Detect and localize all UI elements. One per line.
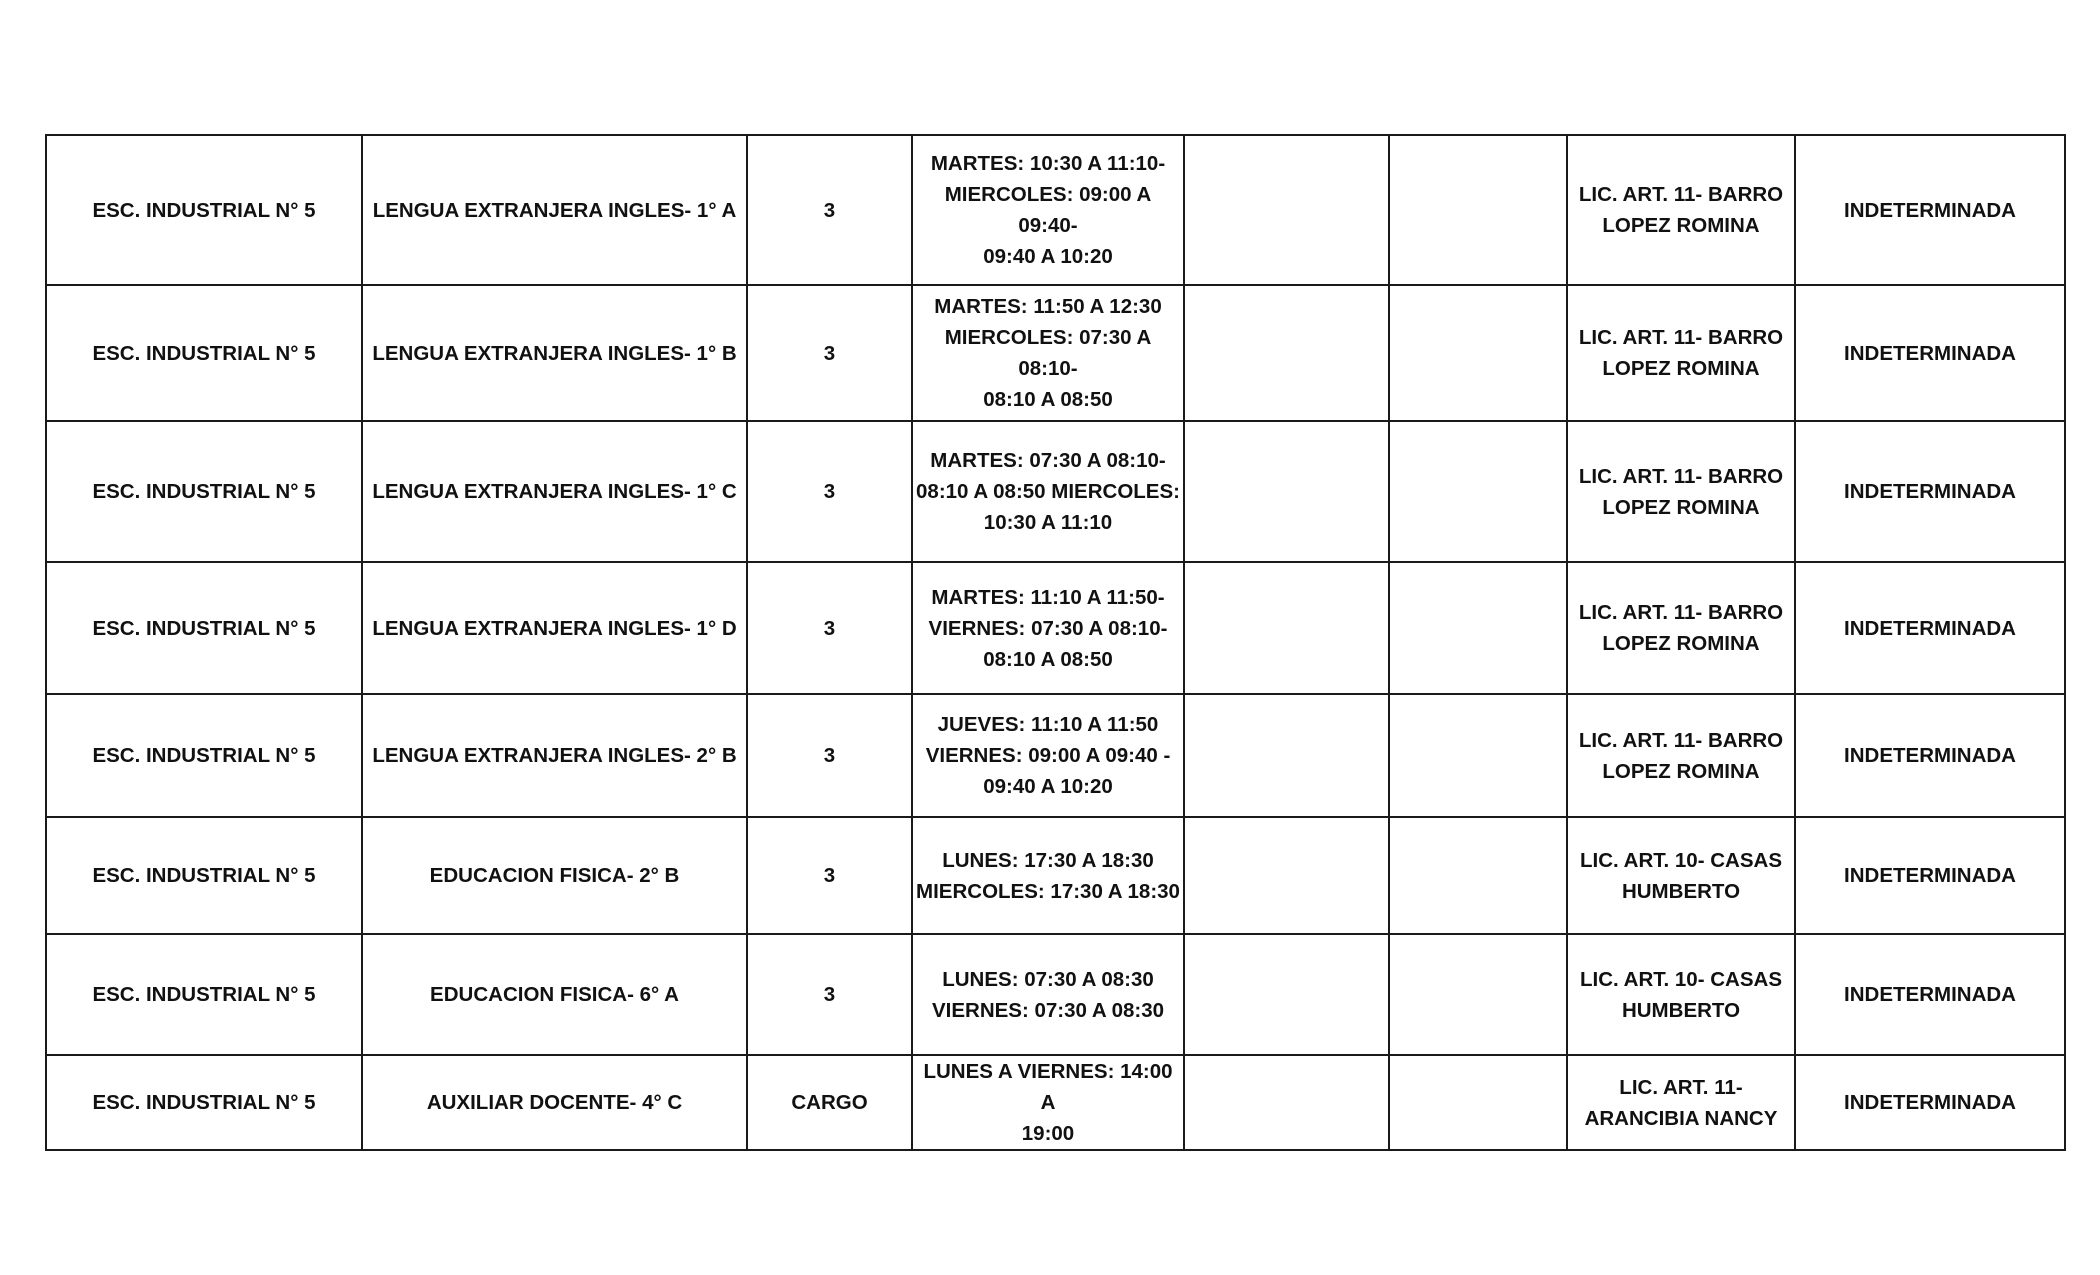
hours-cell: CARGO (747, 1055, 912, 1150)
hours-cell: 3 (747, 135, 912, 285)
subject-cell: LENGUA EXTRANJERA INGLES- 1° B (362, 285, 747, 421)
schedule-cell: LUNES: 07:30 A 08:30 VIERNES: 07:30 A 08:30 (912, 934, 1184, 1055)
empty-cell (1184, 562, 1389, 694)
schedule-cell: JUEVES: 11:10 A 11:50 VIERNES: 09:00 A 09:40 - 09:40 A 10:20 (912, 694, 1184, 817)
schedule-cell: MARTES: 11:50 A 12:30 MIERCOLES: 07:30 A 08:10- 08:10 A 08:50 (912, 285, 1184, 421)
subject-cell: LENGUA EXTRANJERA INGLES- 1° A (362, 135, 747, 285)
empty-cell (1184, 1055, 1389, 1150)
subject-cell: EDUCACION FISICA- 6° A (362, 934, 747, 1055)
reason-cell: LIC. ART. 11- BARRO LOPEZ ROMINA (1567, 285, 1795, 421)
duration-cell: INDETERMINADA (1795, 934, 2065, 1055)
duration-cell: INDETERMINADA (1795, 421, 2065, 562)
subject-cell: AUXILIAR DOCENTE- 4° C (362, 1055, 747, 1150)
subject-cell: LENGUA EXTRANJERA INGLES- 2° B (362, 694, 747, 817)
school-cell: ESC. INDUSTRIAL N° 5 (46, 934, 362, 1055)
empty-cell (1184, 285, 1389, 421)
table-row (46, 285, 2065, 421)
empty-cell (1184, 135, 1389, 285)
hours-cell: 3 (747, 817, 912, 934)
hours-cell: 3 (747, 421, 912, 562)
hours-cell: 3 (747, 285, 912, 421)
hours-cell: 3 (747, 934, 912, 1055)
schedule-cell: LUNES A VIERNES: 14:00 A 19:00 (912, 1055, 1184, 1150)
empty-cell (1184, 934, 1389, 1055)
empty-cell (1389, 1055, 1567, 1150)
table-row (46, 135, 2065, 285)
school-cell: ESC. INDUSTRIAL N° 5 (46, 421, 362, 562)
table-row (46, 1055, 2065, 1150)
empty-cell (1389, 562, 1567, 694)
table-row (46, 934, 2065, 1055)
school-cell: ESC. INDUSTRIAL N° 5 (46, 817, 362, 934)
subject-cell: EDUCACION FISICA- 2° B (362, 817, 747, 934)
subject-cell: LENGUA EXTRANJERA INGLES- 1° D (362, 562, 747, 694)
reason-cell: LIC. ART. 10- CASAS HUMBERTO (1567, 934, 1795, 1055)
vacancy-table (45, 134, 2066, 1151)
schedule-cell: MARTES: 11:10 A 11:50- VIERNES: 07:30 A 08:10- 08:10 A 08:50 (912, 562, 1184, 694)
empty-cell (1389, 934, 1567, 1055)
empty-cell (1184, 694, 1389, 817)
subject-cell: LENGUA EXTRANJERA INGLES- 1° C (362, 421, 747, 562)
schedule-cell: MARTES: 10:30 A 11:10- MIERCOLES: 09:00 A 09:40- 09:40 A 10:20 (912, 135, 1184, 285)
school-cell: ESC. INDUSTRIAL N° 5 (46, 135, 362, 285)
duration-cell: INDETERMINADA (1795, 285, 2065, 421)
hours-cell: 3 (747, 694, 912, 817)
school-cell: ESC. INDUSTRIAL N° 5 (46, 285, 362, 421)
empty-cell (1184, 421, 1389, 562)
duration-cell: INDETERMINADA (1795, 694, 2065, 817)
duration-cell: INDETERMINADA (1795, 1055, 2065, 1150)
table-body (46, 135, 2065, 1150)
school-cell: ESC. INDUSTRIAL N° 5 (46, 562, 362, 694)
duration-cell: INDETERMINADA (1795, 135, 2065, 285)
reason-cell: LIC. ART. 11- ARANCIBIA NANCY (1567, 1055, 1795, 1150)
duration-cell: INDETERMINADA (1795, 817, 2065, 934)
table-row (46, 562, 2065, 694)
reason-cell: LIC. ART. 11- BARRO LOPEZ ROMINA (1567, 135, 1795, 285)
empty-cell (1389, 135, 1567, 285)
empty-cell (1389, 817, 1567, 934)
empty-cell (1184, 817, 1389, 934)
duration-cell: INDETERMINADA (1795, 562, 2065, 694)
table-row (46, 694, 2065, 817)
schedule-cell: LUNES: 17:30 A 18:30 MIERCOLES: 17:30 A 18:30 (912, 817, 1184, 934)
reason-cell: LIC. ART. 10- CASAS HUMBERTO (1567, 817, 1795, 934)
schedule-cell: MARTES: 07:30 A 08:10- 08:10 A 08:50 MIERCOLES: 10:30 A 11:10 (912, 421, 1184, 562)
reason-cell: LIC. ART. 11- BARRO LOPEZ ROMINA (1567, 694, 1795, 817)
table-row (46, 421, 2065, 562)
empty-cell (1389, 694, 1567, 817)
school-cell: ESC. INDUSTRIAL N° 5 (46, 1055, 362, 1150)
empty-cell (1389, 285, 1567, 421)
reason-cell: LIC. ART. 11- BARRO LOPEZ ROMINA (1567, 562, 1795, 694)
reason-cell: LIC. ART. 11- BARRO LOPEZ ROMINA (1567, 421, 1795, 562)
table-row (46, 817, 2065, 934)
empty-cell (1389, 421, 1567, 562)
school-cell: ESC. INDUSTRIAL N° 5 (46, 694, 362, 817)
hours-cell: 3 (747, 562, 912, 694)
